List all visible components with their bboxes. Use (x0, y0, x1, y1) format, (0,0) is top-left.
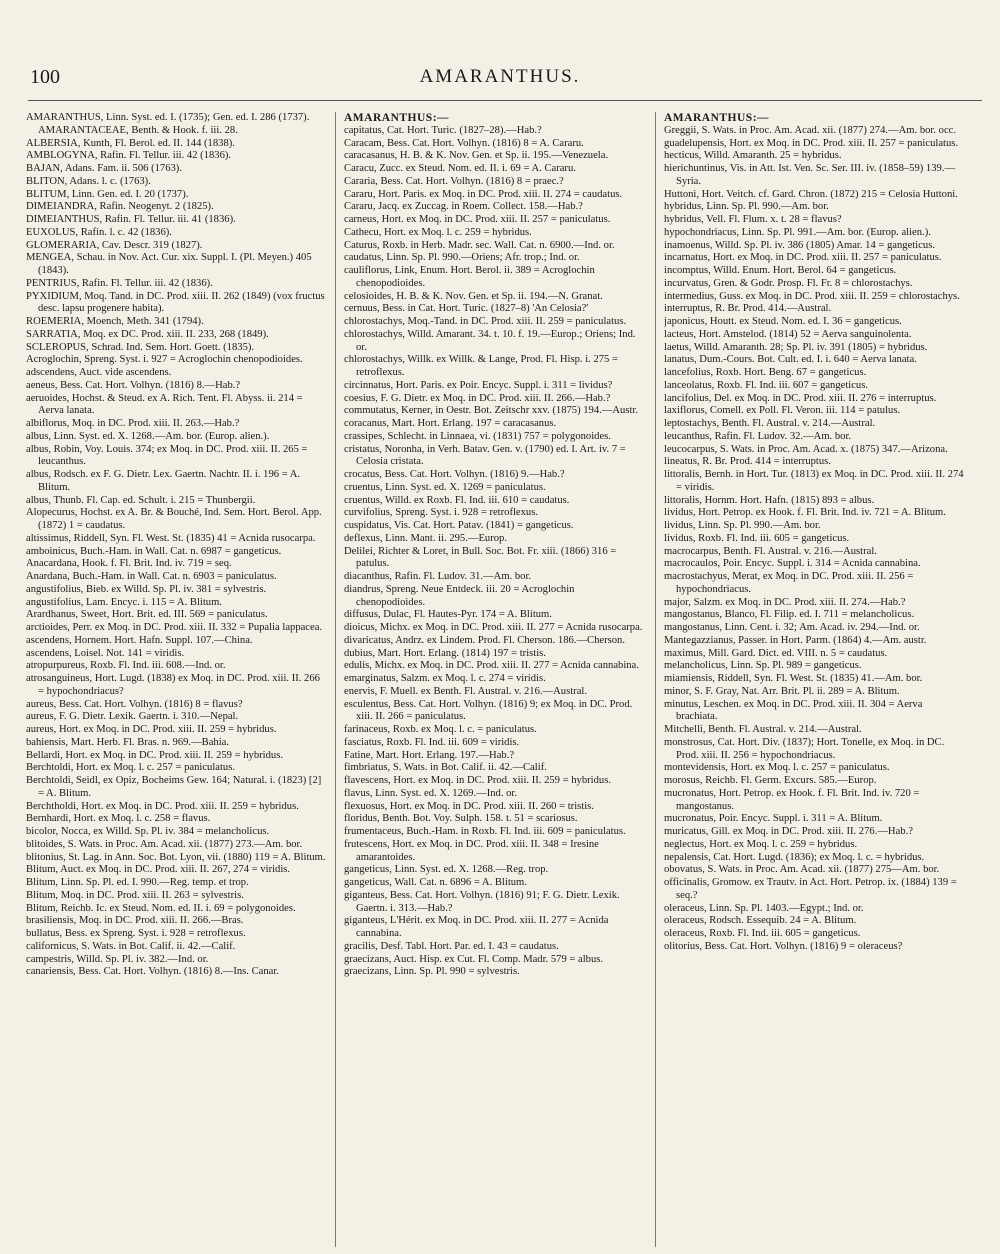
index-entry: adscendens, Auct. vide ascendens. (26, 367, 172, 378)
index-entry: albiflorus, Moq. in DC. Prod. xiii. II. 263.—Hab.? (26, 418, 240, 429)
index-entry: Mitchelli, Benth. Fl. Austral. v. 214.—Austral. (664, 724, 862, 735)
index-entry: gracilis, Desf. Tabl. Hort. Par. ed. I. 43 = caudatus. (344, 940, 559, 952)
index-entry: MENGEA, Schau. in Nov. Act. Cur. xix. Suppl. I. (Pl. Meyen.) 405 (1843). (26, 252, 312, 276)
index-entry: ROEMERIA, Moench, Meth. 341 (1794). (26, 316, 204, 327)
index-entry: circinnatus, Hort. Paris. ex Poir. Encyc. Suppl. i. 311 = lividus? (344, 379, 613, 391)
index-entry: AMARANTHUS, Linn. Syst. ed. I. (1735); Gen. ed. I. 286 (1737). AMARANTACEAE, Benth. & Hook. f. iii. 28. (26, 112, 310, 136)
index-entry: albus, Linn. Syst. ed. X. 1268.—Am. bor. (Europ. alien.). (26, 430, 270, 442)
index-entry: californicus, S. Wats. in Bot. Calif. ii. 42.—Calif. (26, 940, 236, 952)
index-entry: divaricatus, Andrz. ex Lindem. Prod. Fl. Cherson. 186.—Cherson. (344, 634, 625, 646)
index-entry: hierichuntinus, Vis. in Att. Ist. Ven. Sc. Ser. III. iv. (1858–59) 139.—Syria. (664, 163, 956, 187)
index-entry: cristatus, Noronha, in Verh. Batav. Gen. v. (1790) ed. I. Art. iv. 7 = Celosia cristata. (344, 443, 626, 468)
index-entry: incomptus, Willd. Enum. Hort. Berol. 64 = gangeticus. (664, 265, 897, 276)
index-entry: mucronatus, Hort. Petrop. ex Hook. f. Fl. Brit. Ind. iv. 720 = mangostanus. (664, 787, 920, 812)
index-entry: officinalis, Gromow. ex Trautv. in Act. Hort. Petrop. ix. (1884) 139 = seq.? (664, 877, 957, 901)
index-entry: Berchtoldi, Seidl, ex Opiz, Bocheims Gew. 164; Natural. i. (1823) [2] = A. Blitum. (26, 775, 322, 799)
index-entry: leucanthus, Rafin. Fl. Ludov. 32.—Am. bor. (664, 430, 852, 442)
index-entry: chlorostachys, Willk. ex Willk. & Lange, Prod. Fl. Hisp. i. 275 = retroflexus. (344, 354, 618, 378)
index-entry: littoralis, Bernh. in Hort. Tur. (1813) ex Moq. in DC. Prod. xiii. II. 274 = viridis. (664, 469, 964, 493)
index-entry: miamiensis, Riddell, Syn. Fl. West. St. (1835) 41.—Am. bor. (664, 673, 923, 684)
index-entry: laetus, Willd. Amaranth. 28; Sp. Pl. iv. 391 (1805) = hybridus. (664, 341, 928, 353)
index-entry: Mantegazzianus, Passer. in Hort. Parm. (1864) 4.—Am. austr. (664, 634, 927, 646)
index-entry: macrocaulos, Poir. Encyc. Suppl. i. 314 = Acnida cannabina. (664, 558, 921, 570)
index-entry: Arardhanus, Sweet, Hort. Brit. ed. III. 569 = paniculatus. (26, 609, 268, 621)
index-entry: oleraceus, Linn. Sp. Pl. 1403.—Egypt.; Ind. or. (664, 902, 864, 914)
index-entry: caracasanus, H. B. & K. Nov. Gen. et Sp. ii. 195.—Venezuela. (344, 150, 609, 162)
index-entry: hybridus, Vell. Fl. Flum. x. t. 28 = flavus? (664, 214, 842, 225)
index-entry: campestris, Willd. Sp. Pl. iv. 382.—Ind. or. (26, 953, 209, 965)
index-entry: Fatine, Mart. Hort. Erlang. 197.—Hab.? (344, 749, 515, 761)
index-entry: EUXOLUS, Rafin. l. c. 42 (1836). (26, 226, 172, 238)
index-entry: Caracu, Zucc. ex Steud. Nom. ed. II. i. 69 = A. Cararu. (344, 163, 576, 174)
index-entry: floridus, Benth. Bot. Voy. Sulph. 158. t. 51 = scariosus. (344, 813, 578, 825)
index-entry: bahiensis, Mart. Herb. Fl. Bras. n. 969.—Bahia. (26, 736, 230, 748)
index-entry: Cararu, Jacq. ex Zuccag. in Roem. Collect. 158.—Hab.? (344, 201, 583, 213)
index-entry: PENTRIUS, Rafin. Fl. Tellur. iii. 42 (1836). (26, 277, 213, 289)
index-columns (26, 112, 986, 1247)
index-entry: intermedius, Guss. ex Moq. in DC. Prod. xiii. II. 259 = chlorostachys. (664, 290, 960, 302)
index-entry: lineatus, R. Br. Prod. 414 = interruptus. (664, 456, 831, 468)
index-entry: bicolor, Nocca, ex Willd. Sp. Pl. iv. 384 = melancholicus. (26, 826, 270, 837)
index-entry: altissimus, Riddell, Syn. Fl. West. St. (1835) 41 = Acnida rusocarpa. (26, 532, 316, 544)
index-entry: canariensis, Bess. Cat. Hort. Volhyn. (1816) 8.—Ins. Canar. (26, 966, 279, 978)
index-entry: muricatus, Gill. ex Moq. in DC. Prod. xiii. II. 276.—Hab.? (664, 826, 913, 837)
index-entry: Berchtoldi, Hort. ex Moq. l. c. 257 = paniculatus. (26, 762, 235, 774)
index-entry: brasiliensis, Moq. in DC. Prod. xiii. II. 266.—Bras. (26, 915, 244, 927)
index-entry: hecticus, Willd. Amaranth. 25 = hybridus. (664, 150, 842, 162)
index-entry: SARRATIA, Moq. ex DC. Prod. xiii. II. 233, 268 (1849). (26, 328, 269, 340)
column-2 (344, 112, 646, 1247)
index-entry: ascendens, Loisel. Not. 141 = viridis. (26, 647, 185, 659)
index-entry: BLITUM, Linn. Gen. ed. I. 20 (1737). (26, 188, 189, 200)
index-entry: AMBLOGYNA, Rafin. Fl. Tellur. iii. 42 (1836). (26, 150, 232, 162)
index-entry: atropurpureus, Roxb. Fl. Ind. iii. 608.—Ind. or. (26, 660, 226, 672)
index-entry: minutus, Leschen. ex Moq. in DC. Prod. xiii. II. 304 = Aerva brachiata. (664, 698, 923, 723)
index-entry: obovatus, S. Wats. in Proc. Am. Acad. xii. (1877) 275—Am. bor. (664, 864, 940, 876)
index-entry: chlorostachys, Willd. Amarant. 34. t. 10. f. 19.—Europ.; Oriens; Ind. or. (344, 328, 636, 353)
index-entry: montevidensis, Hort. ex Moq. l. c. 257 = paniculatus. (664, 762, 890, 774)
index-entry: Bellardi, Hort. ex Moq. in DC. Prod. xiii. II. 259 = hybridus. (26, 749, 283, 761)
index-entry: Delilei, Richter & Loret, in Bull. Soc. Bot. Fr. xiii. (1866) 316 = patulus. (344, 545, 617, 570)
index-entry: leucocarpus, S. Wats. in Proc. Am. Acad. x. (1875) 347.—Arizona. (664, 443, 948, 455)
index-entry: nepalensis, Cat. Hort. Lugd. (1836); ex Moq. l. c. = hybridus. (664, 851, 925, 863)
index-entry: guadelupensis, Hort. ex Moq. in DC. Prod. xiii. II. 257 = paniculatus. (664, 137, 959, 149)
index-entry: Huttoni, Hort. Veitch. cf. Gard. Chron. (1872) 215 = Celosia Huttoni. (664, 188, 958, 200)
index-entry: laxiflorus, Comell. ex Poll. Fl. Veron. iii. 114 = patulus. (664, 405, 901, 417)
index-entry: lancifolius, Del. ex Moq. in DC. Prod. xiii. II. 276 = interruptus. (664, 392, 937, 404)
index-entry: crassipes, Schlecht. in Linnaea, vi. (1831) 757 = polygonoides. (344, 430, 611, 442)
index-entry: Berchtholdi, Hort. ex Moq. in DC. Prod. xiii. II. 259 = hybridus. (26, 800, 299, 812)
page-number: 100 (30, 66, 60, 88)
index-entry: albus, Thunb. Fl. Cap. ed. Schult. i. 215 = Thunbergii. (26, 494, 256, 506)
index-entry: major, Salzm. ex Moq. in DC. Prod. xiii. II. 274.—Hab.? (664, 596, 906, 608)
index-entry: celosioides, H. B. & K. Nov. Gen. et Sp. ii. 194.—N. Granat. (344, 290, 603, 302)
index-entry: ALBERSIA, Kunth, Fl. Berol. ed. II. 144 (1838). (26, 137, 235, 149)
index-entry: caudatus, Linn. Sp. Pl. 990.—Oriens; Afr. trop.; Ind. or. (344, 252, 580, 264)
index-entry: lividus, Hort. Petrop. ex Hook. f. Fl. Brit. Ind. iv. 721 = A. Blitum. (664, 507, 946, 519)
index-entry: coracanus, Mart. Hort. Erlang. 197 = caracasanus. (344, 418, 557, 429)
index-entry: Alopecurus, Hochst. ex A. Br. & Bouché, Ind. Sem. Hort. Berol. App. (1872) 1 = caudatus. (26, 507, 322, 531)
index-entry: angustifolius, Lam. Encyc. i. 115 = A. Blitum. (26, 596, 222, 608)
index-entry: mucronatus, Poir. Encyc. Suppl. i. 311 = A. Blitum. (664, 813, 883, 825)
index-entry: BLITON, Adans. l. c. (1763). (26, 175, 151, 187)
index-entry: morosus, Reichb. Fl. Germ. Excurs. 585.—Europ. (664, 775, 877, 786)
index-entry: chlorostachys, Moq.-Tand. in DC. Prod. xiii. II. 259 = paniculatus. (344, 316, 627, 327)
index-entry: oleraceus, Rodsch. Essequib. 24 = A. Blitum. (664, 915, 857, 927)
index-entry: Cararia, Bess. Cat. Hort. Volhyn. (1816) 8 = praec.? (344, 175, 564, 187)
index-entry: DIMEIANTHUS, Rafin. Fl. Tellur. iii. 41 (1836). (26, 214, 236, 225)
index-entry: aureus, F. G. Dietr. Lexik. Gaertn. i. 310.—Nepal. (26, 711, 239, 723)
index-entry: Anacardana, Hook. f. Fl. Brit. Ind. iv. 719 = seq. (26, 558, 232, 570)
header-rule (28, 100, 982, 101)
index-entry: bullatus, Bess. ex Spreng. Syst. i. 928 = retroflexus. (26, 928, 246, 939)
index-entry: melancholicus, Linn. Sp. Pl. 989 = gangeticus. (664, 660, 862, 672)
column-1 (26, 112, 328, 1247)
index-entry: dubius, Mart. Hort. Erlang. (1814) 197 = tristis. (344, 647, 546, 659)
index-entry: capitatus, Cat. Hort. Turic. (1827–28).—Hab.? (344, 124, 542, 136)
index-entry: mangostanus, Blanco, Fl. Filip. ed. I. 711 = melancholicus. (664, 609, 915, 621)
index-entry: gangeticus, Linn. Syst. ed. X. 1268.—Reg. trop. (344, 864, 549, 876)
index-entry: monstrosus, Cat. Hort. Div. (1837); Hort. Tonelle, ex Moq. in DC. Prod. xiii. II. 256 = hypochondriacus. (664, 736, 945, 761)
index-entry: flexuosus, Hort. ex Moq. in DC. Prod. xiii. II. 260 = tristis. (344, 800, 594, 812)
index-entry: giganteus, Bess. Cat. Hort. Volhyn. (1816) 91; F. G. Dietr. Lexik. Gaertn. i. 313.—Hab.? (344, 889, 620, 914)
index-entry: graecizans, Linn. Sp. Pl. 990 = sylvestris. (344, 966, 520, 978)
index-entry: aeruoides, Hochst. & Steud. ex A. Rich. Tent. Fl. Abyss. ii. 214 = Aerva lanata. (26, 392, 303, 417)
index-entry: flavescens, Hort. ex Moq. in DC. Prod. xiii. II. 259 = hybridus. (344, 775, 611, 786)
index-entry: frutescens, Hort. ex Moq. in DC. Prod. xiii. II. 348 = Iresine amarantoides. (344, 838, 599, 863)
index-entry: Greggii, S. Wats. in Proc. Am. Acad. xii. (1877) 274.—Am. bor. occ. (664, 124, 957, 136)
index-entry: hypochondriacus, Linn. Sp. Pl. 991.—Am. bor. (Europ. alien.). (664, 226, 931, 238)
index-entry: flavus, Linn. Syst. ed. X. 1269.—Ind. or. (344, 787, 518, 799)
index-entry: Blitum, Moq. in DC. Prod. xiii. II. 263 = sylvestris. (26, 889, 244, 901)
index-entry: Anardana, Buch.-Ham. in Wall. Cat. n. 6903 = paniculatus. (26, 571, 277, 582)
index-entry: Blitum, Linn. Sp. Pl. ed. I. 990.—Reg. temp. et trop. (26, 877, 249, 888)
index-entry: commutatus, Kerner, in Oestr. Bot. Zeitschr xxv. (1875) 194.—Austr. (344, 405, 638, 417)
index-entry: macrostachyus, Merat, ex Moq. in DC. Prod. xiii. II. 256 = hypochondriacus. (664, 571, 914, 595)
index-entry: aeneus, Bess. Cat. Hort. Volhyn. (1816) 8.—Hab.? (26, 379, 241, 391)
index-entry: dioicus, Michx. ex Moq. in DC. Prod. xiii. II. 277 = Acnida rusocarpa. (344, 622, 643, 633)
index-entry: Blitum, Reichb. Ic. ex Steud. Nom. ed. II. i. 69 = polygonoides. (26, 902, 296, 914)
index-entry: graecizans, Auct. Hisp. ex Cut. Fl. Comp. Madr. 579 = albus. (344, 953, 604, 965)
index-entry: lividus, Linn. Sp. Pl. 990.—Am. bor. (664, 520, 821, 531)
index-entry: oleraceus, Roxb. Fl. Ind. iii. 605 = gangeticus. (664, 928, 861, 939)
index-entry: GLOMERARIA, Cav. Descr. 319 (1827). (26, 239, 203, 251)
index-entry: incurvatus, Gren. & Godr. Prosp. Fl. Fr. 8 = chlorostachys. (664, 277, 913, 289)
index-entry: fasciatus, Roxb. Fl. Ind. iii. 609 = viridis. (344, 736, 520, 748)
index-entry: lanceolatus, Roxb. Fl. Ind. iii. 607 = gangeticus. (664, 379, 868, 391)
index-entry: cuspidatus, Vis. Cat. Hort. Patav. (1841) = gangeticus. (344, 520, 574, 531)
index-entry: Cathecu, Hort. ex Moq. l. c. 259 = hybridus. (344, 226, 532, 238)
index-entry: cruentus, Linn. Syst. ed. X. 1269 = paniculatus. (344, 481, 546, 493)
index-entry: arctioides, Perr. ex Moq. in DC. Prod. xiii. II. 332 = Pupalia lappacea. (26, 622, 323, 633)
index-entry: aureus, Bess. Cat. Hort. Volhyn. (1816) 8 = flavus? (26, 698, 243, 710)
index-entry: japonicus, Houtt. ex Steud. Nom. ed. I. 36 = gangeticus. (664, 316, 902, 327)
index-entry: blitoides, S. Wats. in Proc. Am. Acad. xii. (1877) 273.—Am. bor. (26, 838, 303, 850)
index-entry: interruptus, R. Br. Prod. 414.—Austral. (664, 303, 832, 315)
index-entry: Bernhardi, Hort. ex Moq. l. c. 258 = flavus. (26, 813, 211, 825)
index-entry: angustifolius, Bieb. ex Willd. Sp. Pl. iv. 381 = sylvestris. (26, 583, 267, 595)
index-entry: lanatus, Dum.-Cours. Bot. Cult. ed. I. i. 640 = Aerva lanata. (664, 354, 917, 366)
index-entry: farinaceus, Roxb. ex Moq. l. c. = paniculatus. (344, 724, 537, 735)
index-entry: edulis, Michx. ex Moq. in DC. Prod. xiii. II. 277 = Acnida cannabina. (344, 660, 639, 672)
index-entry: Acroglochin, Spreng. Syst. i. 927 = Acroglochin chenopodioides. (26, 354, 303, 366)
index-entry: gangeticus, Wall. Cat. n. 6896 = A. Blitum. (344, 877, 527, 888)
index-entry: Caracam, Bess. Cat. Hort. Volhyn. (1816) 8 = A. Cararu. (344, 137, 584, 149)
index-entry: esculentus, Bess. Cat. Hort. Volhyn. (1816) 9; ex Moq. in DC. Prod. xiii. II. 266 = paniculatus. (344, 698, 633, 723)
index-entry: enervis, F. Muell. ex Benth. Fl. Austral. v. 216.—Austral. (344, 685, 587, 697)
index-entry: lacteus, Hort. Amstelod. (1814) 52 = Aerva sanguinolenta. (664, 328, 912, 340)
index-entry: deflexus, Linn. Mant. ii. 295.—Europ. (344, 532, 508, 544)
column-3 (664, 112, 966, 1247)
index-entry: amboinicus, Buch.-Ham. in Wall. Cat. n. 6987 = gangeticus. (26, 545, 282, 557)
index-entry: carneus, Hort. ex Moq. in DC. Prod. xiii. II. 257 = paniculatus. (344, 214, 611, 225)
index-entry: blitonius, St. Lag. in Ann. Soc. Bot. Lyon, vii. (1880) 119 = A. Blitum. (26, 851, 326, 863)
index-entry: Cararu, Hort. Paris. ex Moq. in DC. Prod. xiii. II. 274 = caudatus. (344, 188, 623, 200)
index-entry: olitorius, Bess. Cat. Hort. Volhyn. (1816) 9 = oleraceus? (664, 940, 903, 952)
index-entry: minor, S. F. Gray, Nat. Arr. Brit. Pl. ii. 289 = A. Blitum. (664, 685, 900, 697)
index-entry: giganteus, L'Hérit. ex Moq. in DC. Prod. xiii. II. 277 = Acnida cannabina. (344, 915, 609, 939)
running-head: AMARANTHUS. (419, 66, 581, 87)
index-entry: coesius, F. G. Dietr. ex Moq. in DC. Prod. xiii. II. 266.—Hab.? (344, 392, 611, 404)
index-entry: frumentaceus, Buch.-Ham. in Roxb. Fl. Ind. iii. 609 = paniculatus. (344, 826, 626, 837)
index-entry: incarnatus, Hort. ex Moq. in DC. Prod. xiii. II. 257 = paniculatus. (664, 252, 942, 264)
index-entry: PYXIDIUM, Moq. Tand. in DC. Prod. xiii. II. 262 (1849) (vox fructus desc. lapsu progenere habita). (26, 290, 325, 315)
index-entry: DIMEIANDRA, Rafin. Neogenyt. 2 (1825). (26, 201, 214, 213)
index-entry: hybridus, Linn. Sp. Pl. 990.—Am. bor. (664, 201, 829, 213)
index-entry: macrocarpus, Benth. Fl. Austral. v. 216.—Austral. (664, 545, 877, 557)
index-entry: fimbriatus, S. Wats. in Bot. Calif. ii. 42.—Calif. (344, 762, 547, 774)
index-entry: littoralis, Hornm. Hort. Hafn. (1815) 893 = albus. (664, 494, 875, 506)
column-header: AMARANTHUS:— (344, 112, 450, 124)
index-entry: curvifolius, Spreng. Syst. i. 928 = retroflexus. (344, 507, 538, 519)
index-entry: inamoenus, Willd. Sp. Pl. iv. 386 (1805) Amar. 14 = gangeticus. (664, 239, 935, 251)
index-entry: mangostanus, Linn. Cent. i. 32; Am. Acad. iv. 294.—Ind. or. (664, 622, 920, 633)
index-entry: aureus, Hort. ex Moq. in DC. Prod. xiii. II. 259 = hybridus. (26, 724, 277, 735)
index-entry: maximus, Mill. Gard. Dict. ed. VIII. n. 5 = caudatus. (664, 647, 888, 659)
index-entry: atrosanguineus, Hort. Lugd. (1838) ex Moq. in DC. Prod. xiii. II. 266 = hypochondriacus? (26, 673, 320, 697)
index-entry: Blitum, Auct. ex Moq. in DC. Prod. xiii. II. 267, 274 = viridis. (26, 864, 291, 876)
index-entry: cernuus, Bess. in Cat. Hort. Turic. (1827–8) 'An Celosia?' (344, 303, 589, 315)
index-entry: cauliflorus, Link, Enum. Hort. Berol. ii. 389 = Acroglochin chenopodioides. (344, 265, 595, 289)
index-entry: lancefolius, Roxb. Hort. Beng. 67 = gangeticus. (664, 367, 867, 378)
index-entry: cruentus, Willd. ex Roxb. Fl. Ind. iii. 610 = caudatus. (344, 494, 570, 506)
index-entry: SCLEROPUS, Schrad. Ind. Sem. Hort. Goett. (1835). (26, 341, 255, 353)
index-entry: BAJAN, Adans. Fam. ii. 506 (1763). (26, 163, 182, 174)
index-entry: albus, Rodsch. ex F. G. Dietr. Lex. Gaertn. Nachtr. II. i. 196 = A. Blitum. (26, 469, 301, 493)
index-entry: albus, Robin, Voy. Louis. 374; ex Moq. in DC. Prod. xiii. II. 265 = leucanthus. (26, 443, 308, 468)
index-entry: neglectus, Hort. ex Moq. l. c. 259 = hybridus. (664, 838, 858, 850)
index-entry: diacanthus, Rafin. Fl. Ludov. 31.—Am. bor. (344, 571, 532, 582)
column-header: AMARANTHUS:— (664, 112, 770, 124)
index-entry: emarginatus, Salzm. ex Moq. l. c. 274 = viridis. (344, 673, 546, 684)
index-entry: leptostachys, Benth. Fl. Austral. v. 214.—Austral. (664, 418, 876, 429)
index-entry: Caturus, Roxb. in Herb. Madr. sec. Wall. Cat. n. 6900.—Ind. or. (344, 239, 615, 251)
index-entry: diandrus, Spreng. Neue Entdeck. iii. 20 = Acroglochin chenopodioides. (344, 583, 575, 608)
index-entry: lividus, Roxb. Fl. Ind. iii. 605 = gangeticus. (664, 532, 850, 544)
index-entry: crocatus, Bess. Cat. Hort. Volhyn. (1816) 9.—Hab.? (344, 469, 565, 480)
index-entry: diffusus, Dulac, Fl. Hautes-Pyr. 174 = A. Blitum. (344, 609, 552, 621)
index-entry: ascendens, Hornem. Hort. Hafn. Suppl. 107.—China. (26, 634, 253, 646)
